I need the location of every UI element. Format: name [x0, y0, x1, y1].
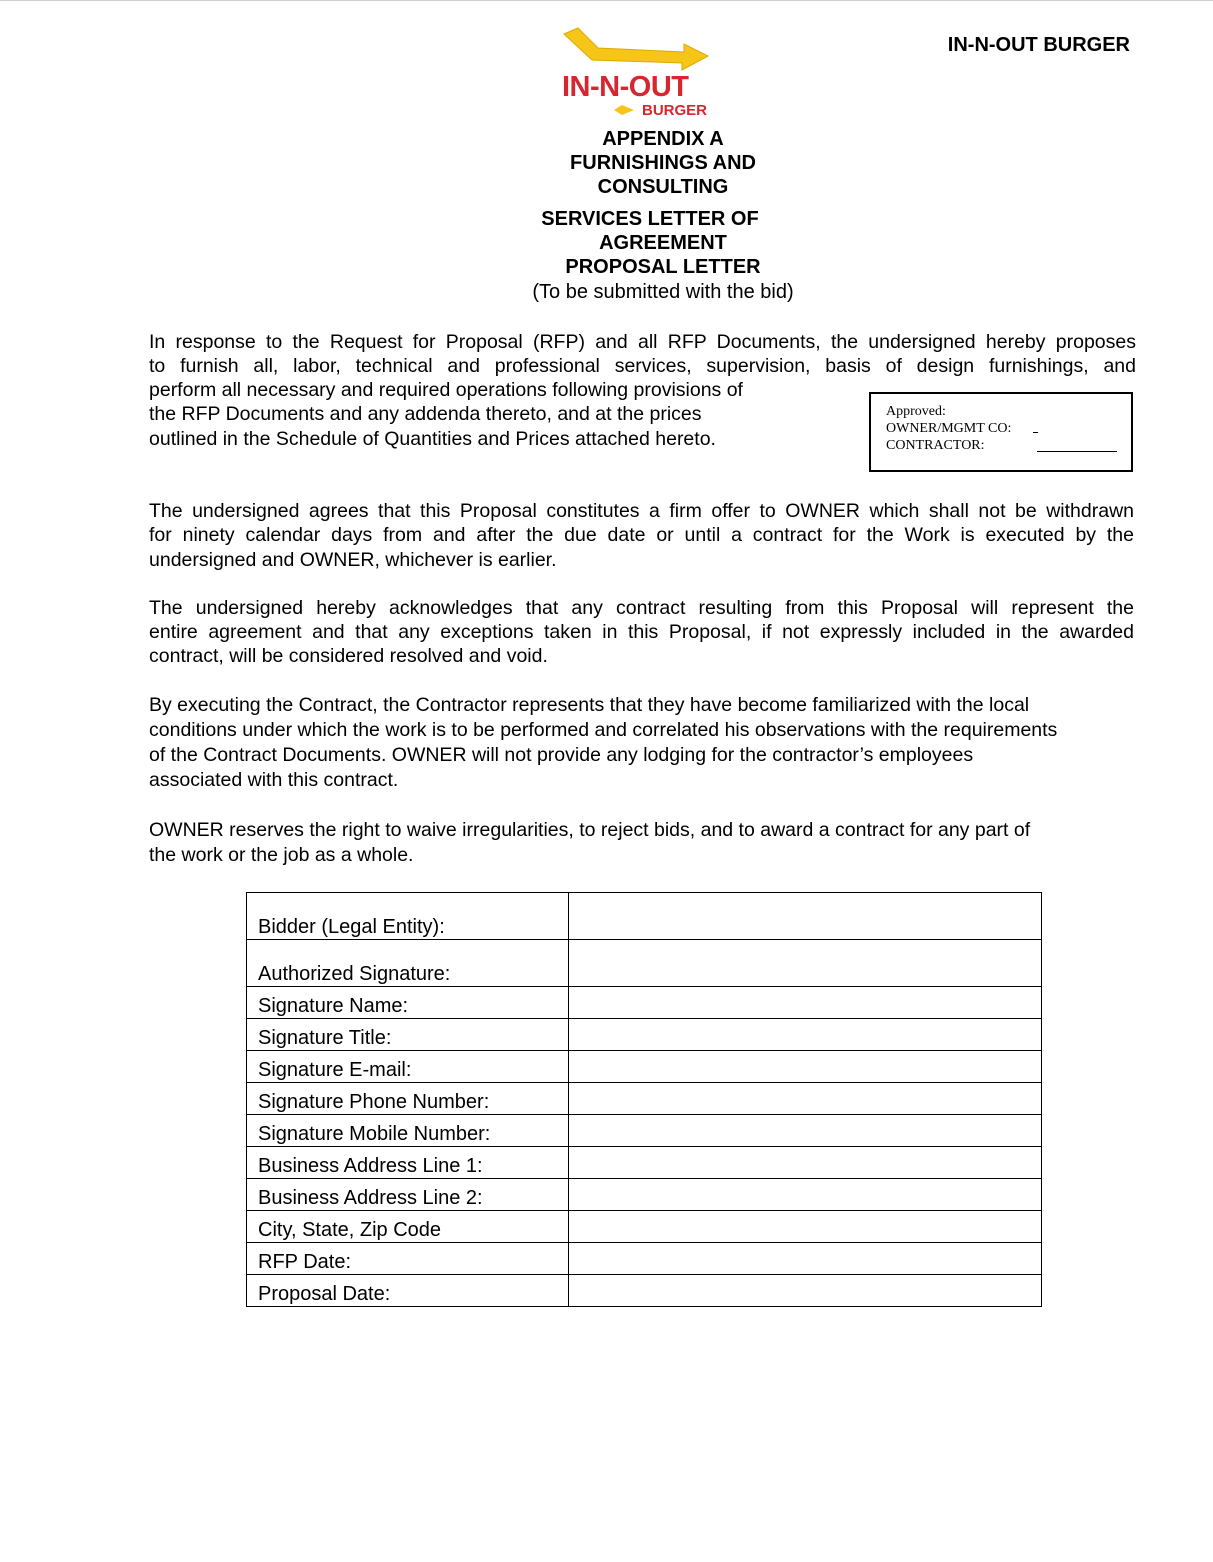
owner-signature-line[interactable]: [1033, 432, 1038, 433]
bidder-info-table: [246, 892, 1042, 1307]
row-label-signature-phone: Signature Phone Number:: [247, 1083, 569, 1115]
table-row: [247, 1051, 1042, 1083]
owner-mgmt-label: OWNER/MGMT CO:: [886, 421, 1012, 436]
row-label-authorized-signature: Authorized Signature:: [247, 940, 569, 987]
paragraph-4-line-1: By executing the Contract, the Contractor represents that they have become familiarized with the local: [149, 694, 1030, 716]
table-row: [247, 1115, 1042, 1147]
row-label-address-2: Business Address Line 2:: [247, 1179, 569, 1211]
row-label-city-state-zip: City, State, Zip Code: [247, 1211, 569, 1243]
field-address-2[interactable]: [569, 1179, 1042, 1211]
table-row: [247, 1179, 1042, 1211]
paragraph-1-line-4: the RFP Documents and any addenda thereto, and at the prices: [149, 403, 702, 425]
field-signature-title[interactable]: [569, 1019, 1042, 1051]
company-header: IN-N-OUT BURGER: [947, 34, 1130, 56]
paragraph-3-line-2: entire agreement and that any exceptions taken in this Proposal, if not expressly included in the awarded: [149, 621, 1134, 643]
row-label-rfp-date: RFP Date:: [247, 1243, 569, 1275]
field-rfp-date[interactable]: [569, 1243, 1042, 1275]
title-line-2: FURNISHINGS AND: [570, 152, 756, 174]
paragraph-4-line-4: associated with this contract.: [149, 769, 399, 791]
table-row: [247, 1275, 1042, 1307]
paragraph-1-line-3: perform all necessary and required operations following provisions of: [149, 379, 743, 401]
row-label-proposal-date: Proposal Date:: [247, 1275, 569, 1307]
row-label-bidder: Bidder (Legal Entity):: [247, 893, 569, 940]
field-proposal-date[interactable]: [569, 1275, 1042, 1307]
paragraph-4-line-3: of the Contract Documents. OWNER will not provide any lodging for the contractor’s employees: [149, 744, 974, 766]
paragraph-5-line-2: the work or the job as a whole.: [149, 844, 414, 866]
logo-small-arrow-icon: [614, 105, 634, 115]
contractor-label: CONTRACTOR:: [886, 438, 985, 453]
in-n-out-logo: [556, 26, 716, 118]
table-row: [247, 987, 1042, 1019]
title-line-4: SERVICES LETTER OF: [541, 208, 759, 230]
row-label-signature-email: Signature E-mail:: [247, 1051, 569, 1083]
table-row: [247, 1243, 1042, 1275]
title-line-1: APPENDIX A: [602, 128, 724, 150]
paragraph-1-line-2: to furnish all, labor, technical and professional services, supervision, basis of design furnishings, and: [149, 355, 1136, 377]
table-row: [247, 893, 1042, 940]
field-city-state-zip[interactable]: [569, 1211, 1042, 1243]
approved-label: Approved:: [886, 404, 946, 419]
field-signature-phone[interactable]: [569, 1083, 1042, 1115]
paragraph-4-line-2: conditions under which the work is to be performed and correlated his observations with the requirements: [149, 719, 1058, 741]
row-label-address-1: Business Address Line 1:: [247, 1147, 569, 1179]
paragraph-1-line-5: outlined in the Schedule of Quantities and Prices attached hereto.: [149, 428, 716, 450]
field-bidder[interactable]: [569, 893, 1042, 940]
table-row: [247, 1147, 1042, 1179]
field-signature-mobile[interactable]: [569, 1115, 1042, 1147]
logo-arrow-icon: [564, 28, 708, 70]
logo-main-text: IN-N-OUT: [562, 71, 689, 103]
field-signature-email[interactable]: [569, 1051, 1042, 1083]
approval-box: [869, 392, 1133, 472]
contractor-signature-line[interactable]: [1037, 451, 1117, 452]
paragraph-3-line-1: The undersigned hereby acknowledges that any contract resulting from this Proposal will represent the: [149, 597, 1134, 619]
field-signature-name[interactable]: [569, 987, 1042, 1019]
table-row: [247, 1019, 1042, 1051]
title-line-5: AGREEMENT: [599, 232, 727, 254]
title-line-6: PROPOSAL LETTER: [565, 256, 761, 278]
table-row: [247, 940, 1042, 987]
paragraph-5-line-1: OWNER reserves the right to waive irregularities, to reject bids, and to award a contract for any part of: [149, 819, 1031, 841]
field-address-1[interactable]: [569, 1147, 1042, 1179]
row-label-signature-name: Signature Name:: [247, 987, 569, 1019]
table-row: [247, 1211, 1042, 1243]
title-subtitle: (To be submitted with the bid): [532, 281, 794, 303]
paragraph-2-line-2: for ninety calendar days from and after the due date or until a contract for the Work is executed by the: [149, 524, 1134, 546]
page-top-border: [0, 0, 1213, 1]
field-authorized-signature[interactable]: [569, 940, 1042, 987]
row-label-signature-mobile: Signature Mobile Number:: [247, 1115, 569, 1147]
logo-sub-text: BURGER: [642, 102, 708, 118]
row-label-signature-title: Signature Title:: [247, 1019, 569, 1051]
paragraph-2-line-3: undersigned and OWNER, whichever is earlier.: [149, 549, 557, 571]
paragraph-3-line-3: contract, will be considered resolved and void.: [149, 645, 548, 667]
paragraph-1-line-1: In response to the Request for Proposal (RFP) and all RFP Documents, the undersigned hereby proposes: [149, 331, 1136, 353]
title-line-3: CONSULTING: [597, 176, 729, 198]
paragraph-2-line-1: The undersigned agrees that this Proposal constitutes a firm offer to OWNER which shall not be withdrawn: [149, 500, 1134, 522]
table-row: [247, 1083, 1042, 1115]
